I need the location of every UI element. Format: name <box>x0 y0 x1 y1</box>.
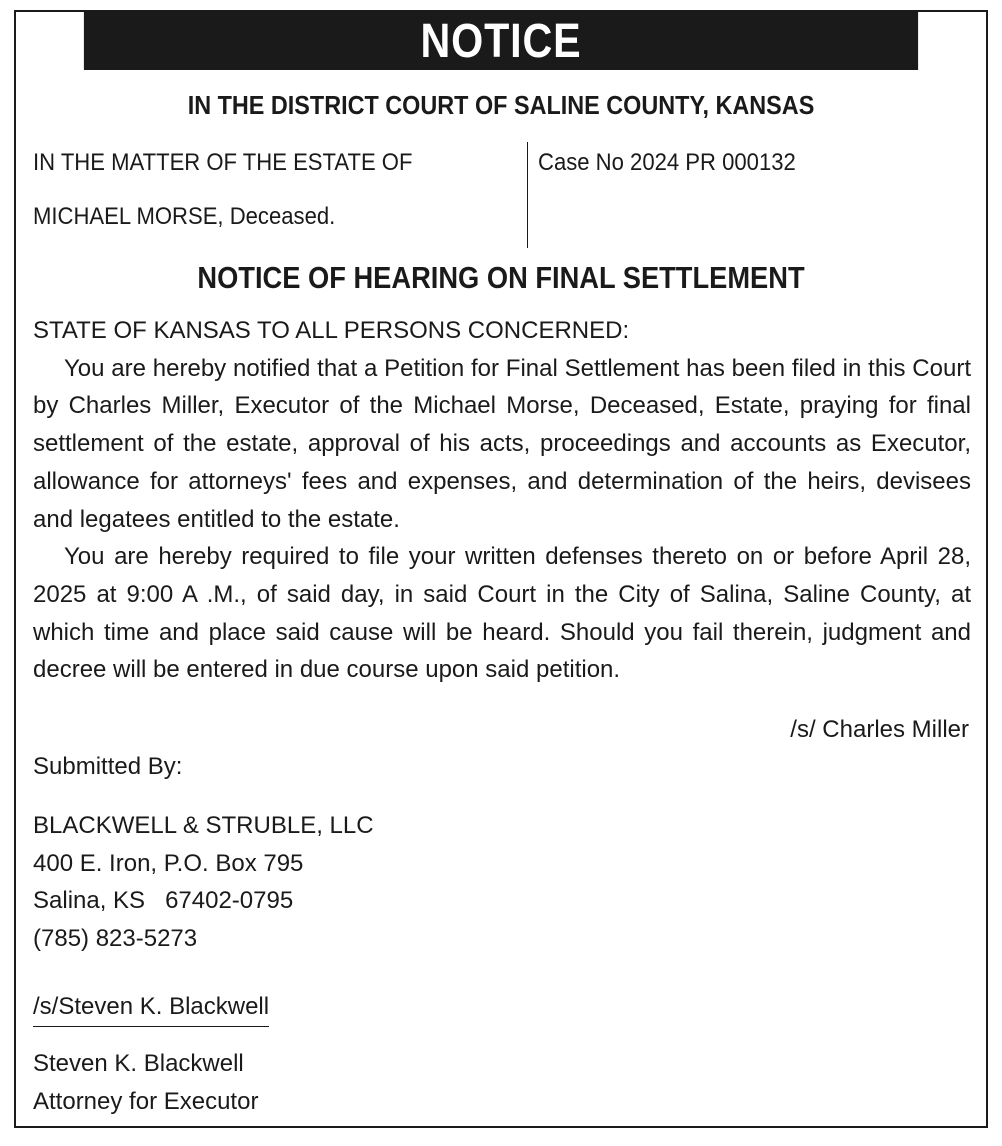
attorney-name: Steven K. Blackwell <box>33 1050 244 1077</box>
case-number: Case No 2024 PR 000132 <box>538 149 796 176</box>
firm-address-line-1: 400 E. Iron, P.O. Box 795 <box>33 849 304 877</box>
case-caption-matter <box>33 148 475 232</box>
firm-phone: (785) 823-5273 <box>33 924 198 952</box>
legal-notice <box>14 10 988 1128</box>
executor-signature: /s/ Charles Miller <box>790 716 969 743</box>
notice-body <box>33 312 971 689</box>
notice-banner: NOTICE <box>84 12 918 70</box>
matter-line-2: MICHAEL MORSE, Deceased. <box>33 203 336 230</box>
paragraph-petition: You are hereby notified that a Petition for Final Settlement has been filed in this Court by Charles Miller, Executor of the Michael Morse, Deceased, Estate, praying for final settlement of the estate, approval of his acts, proceedings and accounts as Executor, allowance for attorneys' fees and expenses, and determination of the heirs, devisees and legatees entitled to the estate. <box>33 354 971 533</box>
attorney-block <box>33 1045 258 1120</box>
firm-address-line-2: Salina, KS 67402-0795 <box>33 887 294 914</box>
attorney-role: Attorney for Executor <box>33 1087 259 1115</box>
submitted-by-label: Submitted By: <box>33 753 183 780</box>
salutation: STATE OF KANSAS TO ALL PERSONS CONCERNED: <box>33 317 630 344</box>
hearing-title: NOTICE OF HEARING ON FINAL SETTLEMENT <box>197 260 805 295</box>
attorney-signature: /s/Steven K. Blackwell <box>33 992 269 1027</box>
firm-block <box>33 807 374 957</box>
paragraph-hearing: You are hereby required to file your written defenses thereto on or before April 28, 2025 at 9:00 A .M., of said day, in said Court in the City of Salina, Saline County, at which time and place said cause will be heard. Should you fail therein, judgment and decree will be entered in due course upon said petition. <box>33 543 971 684</box>
matter-line-1: IN THE MATTER OF THE ESTATE OF <box>33 149 413 176</box>
caption-divider <box>527 142 528 248</box>
court-title: IN THE DISTRICT COURT OF SALINE COUNTY, KANSAS <box>187 90 815 120</box>
firm-name: BLACKWELL & STRUBLE, LLC <box>33 812 374 839</box>
